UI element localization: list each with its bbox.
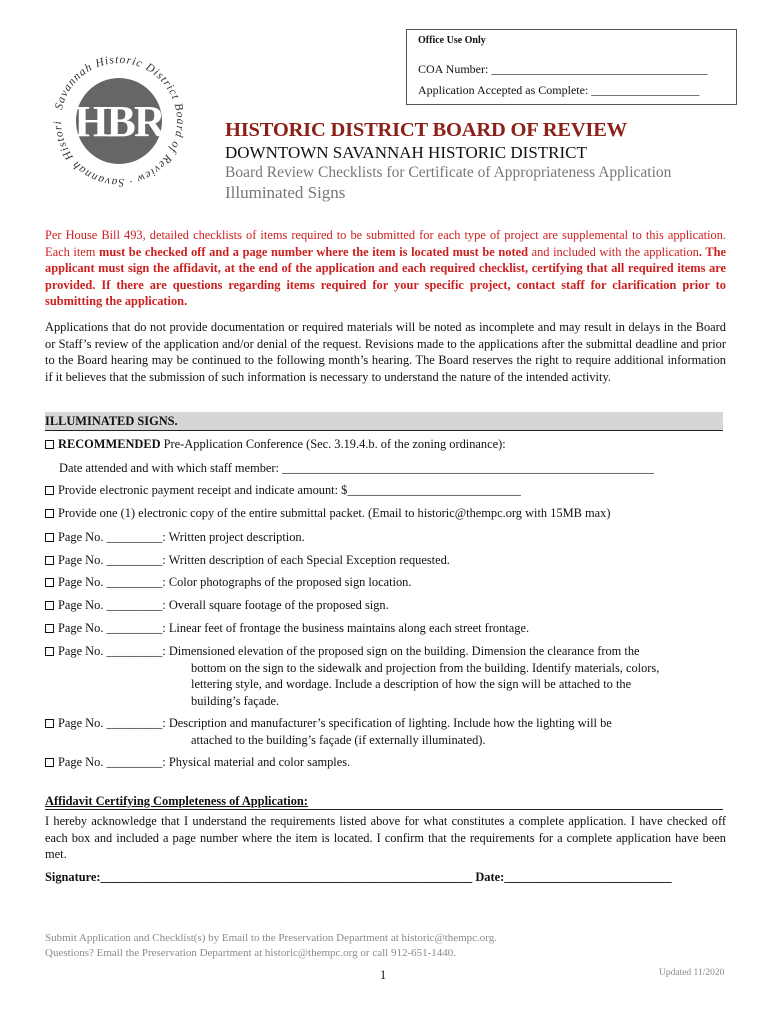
- checkbox-icon[interactable]: [45, 624, 54, 633]
- footer-submit-line: Submit Application and Checklist(s) by Email to the Preservation Department at historic@thempc.org.: [45, 932, 497, 944]
- electronic-copy-checkbox-item[interactable]: Provide one (1) electronic copy of the entire submittal packet. (Email to historic@thempc.org with 15MB max): [45, 505, 610, 522]
- recommended-checkbox-item[interactable]: RECOMMENDED Pre-Application Conference (Sec. 3.19.4.b. of the zoning ordinance):: [45, 436, 506, 453]
- checkbox-icon[interactable]: [45, 719, 54, 728]
- footer-questions-line: Questions? Email the Preservation Department at historic@thempc.org or call 912-651-1440.: [45, 947, 457, 959]
- affidavit-text: I hereby acknowledge that I understand the requirements listed above for what constitutes a complete application. I have checked off each box and included a page number where the item is located. I confirm that the requirements for a complete application have been met.: [45, 814, 726, 862]
- checkbox-icon[interactable]: [45, 440, 54, 449]
- office-use-title: Office Use Only: [418, 35, 486, 46]
- checkbox-icon[interactable]: [45, 578, 54, 587]
- application-accepted-field: Application Accepted as Complete: __________________: [418, 83, 700, 97]
- date-attended-field[interactable]: Date attended and with which staff member: ____________________________________________________________: [59, 461, 654, 475]
- checklist-subtitle: Board Review Checklists for Certificate of Appropriateness Application: [225, 164, 672, 181]
- checkbox-icon[interactable]: [45, 601, 54, 610]
- checkbox-icon[interactable]: [45, 758, 54, 767]
- affidavit-title: Affidavit Certifying Completeness of Application:: [45, 794, 308, 808]
- checklist-item[interactable]: Page No. _________: Written description of each Special Exception requested.: [45, 552, 450, 569]
- checklist-item-lighting[interactable]: Page No. _________: Description and manufacturer’s specification of lighting. Include how the lighting will be attached to the building’s façade (if externally illuminated).: [45, 715, 612, 748]
- coa-number-field: COA Number: ____________________________________: [418, 62, 708, 76]
- checklist-item[interactable]: Page No. _________: Overall square footage of the proposed sign.: [45, 597, 389, 614]
- checklist-item[interactable]: Page No. _________: Linear feet of frontage the business maintains along each street frontage.: [45, 620, 529, 637]
- payment-checkbox-item[interactable]: Provide electronic payment receipt and indicate amount: $____________________________: [45, 482, 521, 499]
- checkbox-icon[interactable]: [45, 486, 54, 495]
- checkbox-icon[interactable]: [45, 533, 54, 542]
- incomplete-policy-paragraph: Applications that do not provide documentation or required materials will be noted as incomplete and may result in delays in the Board or Staff’s review of the application and/or denial of the request. Revisions made to the applications after the submittal deadline and prior to the Board hearing may be continued to the following month’s hearing. The Board reserves the right to require additional information if it believes that the submission of such information is necessary to understand the nature of the intended activity.: [45, 320, 726, 384]
- page-title: HISTORIC DISTRICT BOARD OF REVIEW: [225, 119, 627, 141]
- hbr-seal-logo: [44, 46, 194, 196]
- category-subtitle: Illuminated Signs: [225, 183, 346, 202]
- signature-date-field[interactable]: Signature:____________________________________________________________ Date:___________________________: [45, 870, 672, 884]
- checklist-item[interactable]: Page No. _________: Physical material and color samples.: [45, 754, 350, 771]
- checkbox-icon[interactable]: [45, 556, 54, 565]
- notice-paragraph: Per House Bill 493, detailed checklists of items required to be submitted for each type of project are supplemental to this application. Each item must be checked off and a page number where the item is located must be noted and included with the application. The applicant must sign the affidavit, at the end of the application and each required checklist, certifying that all required items are provided. If there are questions regarding items required for your specific project, contact staff for clarification prior to submitting the application.: [45, 228, 726, 309]
- svg-text:HBR: HBR: [74, 97, 164, 146]
- district-subtitle: DOWNTOWN SAVANNAH HISTORIC DISTRICT: [225, 143, 587, 162]
- updated-date: Updated 11/2020: [659, 968, 725, 978]
- checklist-item[interactable]: Page No. _________: Written project description.: [45, 529, 305, 546]
- checklist-item-elevation[interactable]: Page No. _________: Dimensioned elevation of the proposed sign on the building. Dimension the clearance from the bottom on the sign to the sidewalk and projection from the building. Identify materials, colors, lettering style, and wordage. Include a description of how the sign will be attached to the building’s façade.: [45, 643, 659, 709]
- checklist-item[interactable]: Page No. _________: Color photographs of the proposed sign location.: [45, 574, 411, 591]
- checkbox-icon[interactable]: [45, 509, 54, 518]
- page-number: 1: [380, 968, 387, 982]
- section-title: ILLUMINATED SIGNS.: [45, 414, 178, 428]
- checkbox-icon[interactable]: [45, 647, 54, 656]
- svg-text:Savannah Historic District Boa: Savannah Historic District Board of Review · Savannah Histori: [51, 53, 187, 189]
